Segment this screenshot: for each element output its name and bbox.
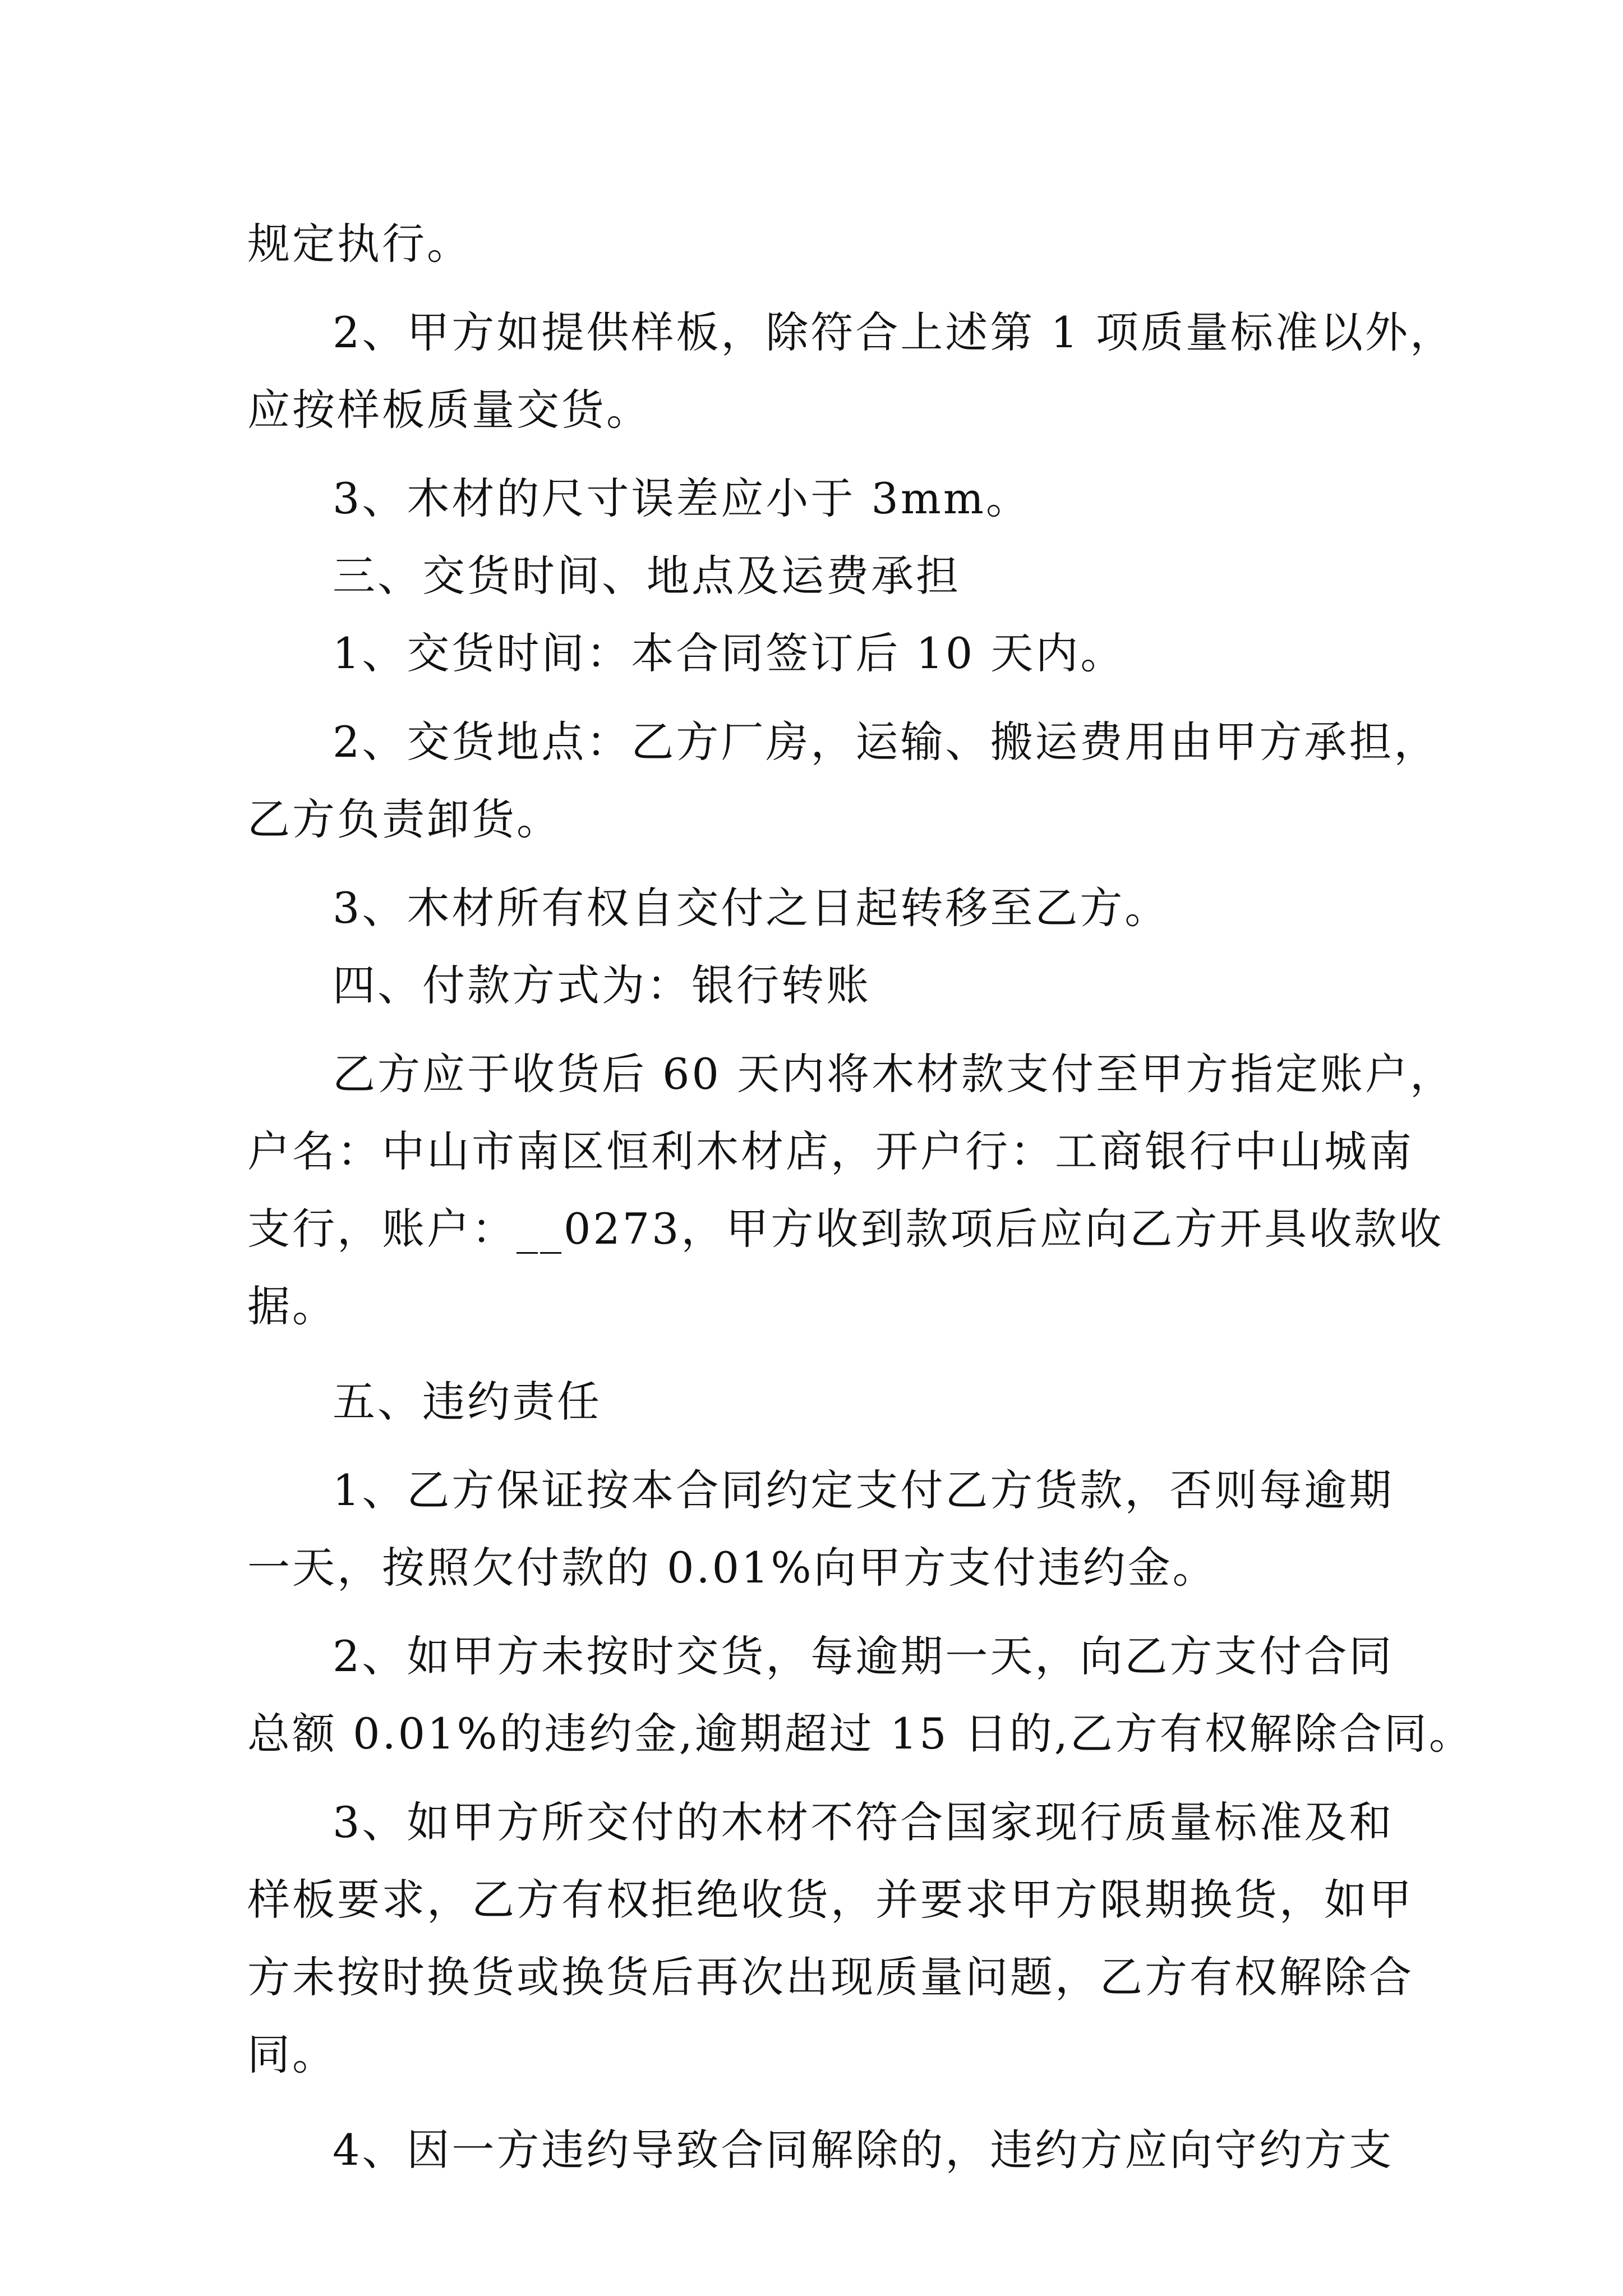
- text-line: 乙方负责卸货。: [247, 794, 561, 844]
- text-line: 1、乙方保证按本合同约定支付乙方货款，否则每逾期: [333, 1465, 1394, 1515]
- text-line: 总额 0.01%的违约金,逾期超过 15 日的,乙方有权解除合同。: [247, 1709, 1474, 1759]
- section-heading: 三、交货时间、地点及运费承担: [333, 551, 961, 601]
- text-line: 2、如甲方未按时交货，每逾期一天，向乙方支付合同: [333, 1631, 1394, 1681]
- text-line: 方未按时换货或换货后再次出现质量问题，乙方有权解除合: [247, 1952, 1414, 2002]
- text-line: 3、木材的尺寸误差应小于 3mm。: [333, 473, 1031, 523]
- text-line: 同。: [247, 2030, 337, 2079]
- document-body: [247, 205, 1474, 2189]
- text-line: 应按样板质量交货。: [247, 385, 651, 435]
- text-line: 1、交货时间：本合同签订后 10 天内。: [333, 628, 1126, 678]
- text-line: 3、如甲方所交付的木材不符合国家现行质量标准及和: [333, 1797, 1394, 1847]
- text-line: 2、甲方如提供样板，除符合上述第 1 项质量标准以外，: [333, 307, 1455, 357]
- text-line: 支行，账户：__0273，甲方收到款项后应向乙方开具收款收: [247, 1204, 1444, 1254]
- text-line: 样板要求，乙方有权拒绝收货，并要求甲方限期换货，如甲: [247, 1875, 1414, 1925]
- text-line: 户名：中山市南区恒利木材店，开户行：工商银行中山城南: [247, 1126, 1414, 1176]
- text-line: 4、因一方违约导致合同解除的，违约方应向守约方支: [333, 2125, 1394, 2175]
- text-line: 一天，按照欠付款的 0.01%向甲方支付违约金。: [247, 1543, 1218, 1593]
- text-line: 2、交货地点：乙方厂房，运输、搬运费用由甲方承担，: [333, 717, 1439, 767]
- text-line: 规定执行。: [247, 219, 472, 269]
- text-line: 据。: [247, 1281, 337, 1331]
- section-heading: 四、付款方式为：银行转账: [333, 960, 871, 1010]
- text-line: 3、木材所有权自交付之日起转移至乙方。: [333, 883, 1170, 933]
- section-heading: 五、违约责任: [333, 1377, 602, 1427]
- text-line: 乙方应于收货后 60 天内将木材款支付至甲方指定账户，: [333, 1049, 1455, 1099]
